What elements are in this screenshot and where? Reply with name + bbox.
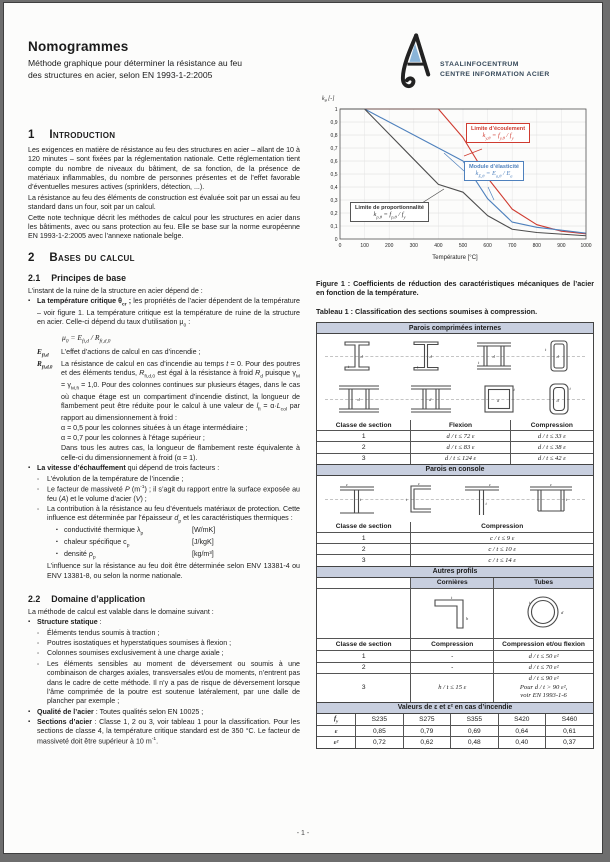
svg-text:0: 0: [338, 243, 342, 249]
intro-paragraph-1: Les exigences en matière de résistance au feu des structures en acier – allant de 10 à 120 minutes – sont fixées par la réglementation nationale. Cette réglementation tient compte du nombre de niveaux du bâtiment, de sa fonction, de la présence de matériaux inflammables, du nombre de personnes présentes et de l’effet favorable d’éventuelles mesures actives (sprinklers, détection, ...).: [28, 146, 300, 192]
property-density-label: densité $\rho_p$: [64, 550, 96, 561]
s21-sub-section-factor-text: Le facteur de massiveté P $(m^{-1})$ ; il s’agit du rapport entre la surface exposée au feu (A) et le volume d’acier (V) ;: [47, 484, 300, 503]
s22-sub-beams-text: Poutres isostatiques et hyperstatiques soumises à flexion ;: [47, 639, 232, 648]
svg-text:500: 500: [458, 243, 468, 249]
subtitle-line-2: des structures en acier, selon EN 1993-1-2:2005: [28, 69, 213, 80]
svg-text:400: 400: [434, 243, 443, 249]
s22-sub-tension-text: Éléments tendus soumis à traction ;: [47, 628, 160, 637]
reduction-factors-plot: [316, 99, 594, 251]
blank-cell: [317, 578, 411, 589]
svg-text:t: t: [544, 347, 547, 353]
svg-text:h: h: [466, 616, 469, 622]
class-cell: 2: [317, 544, 411, 555]
s22-sub-ltb-text: Les éléments sensibles au moment de déversement ou soumis à une combinaison de charges axiales, transversales et/ou de moments, n’entrent pas dans le cadre de cette méthode. Il n’y a pas de risque de déversement lorsque l’âme comprimée de la poutre est soutenue latéralement, par une dalle de plancher par exemple ;: [47, 659, 300, 706]
circle-bullet-icon: ◦: [37, 629, 40, 637]
svg-text:t: t: [485, 500, 487, 506]
s21-bullet-temperature: [28, 297, 300, 330]
other-profiles-table: [317, 578, 593, 702]
col-header-flexion: Flexion: [411, 420, 510, 431]
table-row: [317, 662, 593, 673]
fy-label-cell: $f_y$: [317, 714, 356, 726]
property-conductivity: [56, 526, 300, 538]
s22-sub-columns-text: Colonnes soumises exclusivement à une charge axiale ;: [47, 649, 224, 658]
svg-text:d: d: [492, 354, 496, 360]
logo-text: [440, 60, 550, 80]
tube-section-icon: [521, 590, 567, 634]
svg-text:0,7: 0,7: [330, 145, 338, 152]
steel-grades-row: [317, 714, 593, 726]
circle-bullet-icon: ◦: [37, 485, 40, 493]
definition-rfid0: [37, 360, 300, 424]
svg-text:t: t: [513, 387, 515, 393]
internal-walls-diagrams-row-2: [317, 378, 593, 420]
rounded-rhs-section-icon: [543, 381, 575, 417]
eps-value-cell: 0,69: [451, 726, 498, 737]
other-profiles-subheader-row: [317, 578, 593, 589]
eps-value-cell: 0,79: [403, 726, 450, 737]
tube-limit-cell: d / t ≤ 90 ε² Pour d / t > 90 ε², voir EN 1993-1-6: [494, 673, 593, 701]
table-row: [317, 555, 593, 566]
s22-sub-beams: [37, 639, 300, 648]
table-row: [317, 651, 593, 662]
svg-text:0,8: 0,8: [330, 132, 338, 139]
channel-section-icon: [401, 479, 437, 519]
grade-cell: S420: [498, 714, 545, 726]
eps-label-cell: ε: [317, 726, 356, 737]
bullet-icon: ▪: [28, 297, 31, 304]
tube-limit-cell: d / t ≤ 70 ε²: [494, 662, 593, 673]
intro-paragraph-3: Cette note technique décrit les méthodes de calcul pour les structures en acier dans les bâtiments, avec ou sans protection au feu. Elle se base sur la norme européenne EN 1993-1-2:2005 avec l’annexe nationale belge.: [28, 213, 300, 241]
logo-name-fr: CENTRE INFORMATION ACIER: [440, 71, 550, 78]
logo-name-nl: STAALINFOCENTRUM: [440, 60, 519, 68]
circle-bullet-icon: ◦: [37, 475, 40, 483]
circle-bullet-icon: ◦: [37, 660, 40, 668]
eps2-value-cell: 0,40: [498, 737, 545, 748]
s21-bullet-heating-rate-text: La vitesse d’échauffement qui dépend de trois facteurs :: [37, 464, 220, 473]
page-number: - 1 -: [296, 830, 310, 837]
section-2-title: Bases du calcul: [49, 251, 135, 264]
chart-x-axis-label: Température [°C]: [432, 255, 478, 261]
outstand-walls-header-row: [317, 522, 593, 533]
s21-sub-fire-temperature: [37, 475, 300, 484]
svg-text:0,6: 0,6: [330, 158, 338, 165]
epsilon-row: [317, 726, 593, 737]
compression-limit-cell: c / t ≤ 10 ε: [411, 544, 593, 555]
s22-bullet-steel-grade-text: Qualité de l’acier : Toutes qualités selon EN 10025 ;: [37, 707, 204, 716]
alpha-intermediate: α = 0,5 pour les colonnes situées à un étage intermédiaire ;: [61, 423, 248, 432]
figure-1-caption: Figure 1 : Coefficients de réduction des caractéristiques mécaniques de l’acier en fonction de la température.: [316, 279, 594, 298]
col-header-classe: Classe de section: [317, 420, 411, 431]
compression-limit-cell: d / t ≤ 33 ε: [510, 431, 593, 442]
other-profiles-header: Autres profils: [317, 566, 593, 578]
svg-text:600: 600: [483, 243, 492, 249]
blank-cell: [317, 588, 411, 638]
class-cell: 1: [317, 431, 411, 442]
welded-box-outstand-icon: [526, 479, 576, 519]
class-cell: 1: [317, 533, 411, 544]
compression-limit-cell: d / t ≤ 38 ε: [510, 442, 593, 453]
s21-bullet-heating-rate: [28, 464, 300, 473]
col-header-compression: Compression: [411, 522, 593, 533]
outstand-walls-diagrams: [317, 476, 593, 522]
s22-lead: La méthode de calcul est valable dans le domaine suivant :: [28, 607, 214, 616]
definition-rfid0-text: La résistance de calcul en cas d’incendie au temps t = 0. Pour des poutres et des éléments tendus, $R_{fi,d,0}$ est égal à la résistance à froid $R_d$ puisque $\gamma_M = \gamma_{M,fi} = 1,0$. Pour des colonnes continues sur plusieurs étages, dans le cas où chaque étage est un compartiment d’incendie distinct, la longueur de flambement peut être réduite pour le calcul à une valeur de $l_{fi} = \alpha\cdot L_{col}$ par rapport au dimensionnement à froid :: [61, 359, 301, 423]
svg-text:d: d: [357, 397, 360, 403]
svg-text:t: t: [406, 496, 408, 502]
annotation-modulus-formula: $k_{E,\theta} = E_{a,\theta} / E_a$: [475, 170, 513, 179]
other-profiles-header-row: [317, 638, 593, 650]
annotation-modulus-label: Module d’élasticité: [469, 164, 520, 170]
annotation-elastic-modulus: [464, 161, 524, 181]
s22-sub-tension: [37, 629, 300, 638]
definition-efid-text: L’effet d’actions de calcul en cas d’incendie ;: [61, 347, 201, 356]
annotation-proportional-limit: [350, 202, 429, 222]
definition-rfid0-term: $R_{fi,d,0}$: [37, 359, 53, 371]
s21-sub-fire-temperature-text: L’évolution de la température de l’incendie ;: [47, 474, 184, 483]
svg-text:0,1: 0,1: [330, 223, 338, 230]
class-cell: 2: [317, 662, 411, 673]
svg-text:700: 700: [508, 243, 517, 249]
alpha-top-storey: α = 0,7 pour les colonnes à l’étage supérieur ;: [61, 434, 205, 443]
t-section-icon: [459, 479, 505, 519]
svg-text:1: 1: [334, 106, 338, 113]
class-cell: 1: [317, 651, 411, 662]
property-conductivity-unit: [W/mK]: [192, 526, 216, 535]
svg-text:c: c: [418, 480, 421, 486]
outstand-walls-header: Parois en console: [317, 464, 593, 476]
compression-limit-cell: -: [411, 651, 494, 662]
outstand-walls-table: [317, 522, 593, 566]
annotation-yield-limit: [466, 123, 530, 143]
property-density: [56, 550, 300, 562]
property-specific-heat-label: chaleur spécifique $c_p$: [64, 538, 130, 549]
grade-cell: S235: [356, 714, 403, 726]
section-2-2-number: 2.2: [28, 593, 41, 604]
svg-text:t: t: [451, 595, 453, 601]
square-bullet-icon: ▪: [56, 551, 58, 558]
other-profiles-diagram-row: [317, 588, 593, 638]
compression-limit-cell: -: [411, 662, 494, 673]
i-flange-outstand-icon: [334, 479, 380, 519]
page-subtitle: [28, 58, 328, 81]
class-cell: 2: [317, 442, 411, 453]
tube-diagram-cell: [494, 588, 593, 638]
s21-closing: L’influence sur la résistance au feu doit être déterminée selon ENV 13381-4 ou ENV 13381-8, ou selon la norme nationale.: [47, 562, 300, 580]
section-1-title: Introduction: [49, 129, 116, 141]
compression-limit-cell: d / t ≤ 42 ε: [510, 453, 593, 464]
svg-text:d: d: [556, 354, 559, 360]
svg-text:t: t: [528, 600, 530, 606]
svg-text:t: t: [569, 386, 571, 392]
epsilon-values-table: [317, 714, 593, 748]
epsilon-squared-row: [317, 737, 593, 748]
svg-text:c: c: [488, 481, 491, 487]
svg-text:d: d: [560, 610, 563, 616]
svg-text:t: t: [416, 364, 419, 370]
tube-limit-cell: d / t ≤ 50 ε²: [494, 651, 593, 662]
s21-sub-protection: [37, 505, 300, 526]
svg-text:t: t: [478, 360, 480, 366]
page-title: Nomogrammes: [28, 39, 129, 54]
document-header: [28, 39, 328, 81]
epsilon-values-header: Valeurs de ε et ε² en cas d’incendie: [317, 702, 593, 714]
section-2-1-heading: [28, 273, 300, 283]
svg-text:t: t: [348, 364, 350, 370]
eps2-value-cell: 0,62: [403, 737, 450, 748]
circle-bullet-icon: ◦: [37, 650, 40, 658]
col-header-classe: Classe de section: [317, 522, 411, 533]
s22-bullet-steel-sections-text: Sections d’acier : Classe 1, 2 ou 3, voir tableau 1 pour la classification. Pour les sections de classe 4, la température critique standard est de 350 °C. Le facteur de massiveté doit être supérieur à 10 $m^{-1}$.: [37, 717, 300, 746]
plated-i-section-icon: [335, 381, 383, 417]
svg-text:0,9: 0,9: [330, 119, 338, 126]
svg-text:d: d: [429, 354, 432, 360]
svg-text:0,3: 0,3: [330, 197, 338, 204]
annotation-yield-formula: $k_{y,\theta} = f_{y,\theta} / f_y$: [482, 132, 514, 141]
section-2-1-title: Principes de base: [51, 272, 127, 283]
s22-sub-ltb: [37, 660, 300, 707]
s22-bullet-steel-grade: [28, 708, 300, 717]
svg-text:300: 300: [409, 243, 418, 249]
internal-walls-diagrams-row-1: [317, 334, 593, 378]
svg-text:d: d: [556, 398, 559, 404]
col-header-cornieres: Cornières: [411, 578, 494, 589]
document-page: [3, 2, 603, 854]
compression-limit-cell: c / t ≤ 14 ε: [411, 555, 593, 566]
bullet-icon: ▪: [28, 619, 31, 626]
intro-paragraph-2: La résistance au feu des éléments de construction est évaluée soit par un essai au feu standard dans un four, soit par un calcul.: [28, 193, 300, 212]
s22-bullet-static-structure-text: Structure statique :: [37, 618, 102, 627]
svg-text:0,5: 0,5: [330, 171, 338, 178]
eps2-value-cell: 0,37: [546, 737, 594, 748]
eps-value-cell: 0,85: [356, 726, 403, 737]
table-row: [317, 533, 593, 544]
section-2-2-title: Domaine d’application: [51, 593, 146, 604]
definition-efid-term: $E_{fi,d}$: [37, 347, 49, 359]
s21-sub-protection-text: La contribution à la résistance au feu d’éventuels matériaux de protection. Cette influence est déterminée par l’épaisseur $d_p$ et les caractéristiques thermiques :: [47, 505, 300, 525]
compression-limit-cell: h / t ≤ 15 ε: [411, 673, 494, 701]
eps-value-cell: 0,61: [546, 726, 594, 737]
circle-bullet-icon: ◦: [37, 506, 40, 514]
section-2-1-number: 2.1: [28, 272, 41, 283]
logo-a-icon: [392, 33, 438, 93]
col-header-compression: Compression: [510, 420, 593, 431]
svg-text:c: c: [550, 481, 553, 487]
table-row: [317, 453, 593, 464]
svg-text:t: t: [359, 496, 362, 502]
internal-walls-header: Parois comprimées internes: [317, 323, 593, 334]
annotation-proportional-label: Limite de proportionnalité: [355, 205, 424, 211]
s21-sub-section-factor: [37, 485, 300, 504]
grade-cell: S460: [546, 714, 594, 726]
square-bullet-icon: ▪: [56, 527, 58, 534]
svg-text:t: t: [566, 496, 568, 502]
left-column: [28, 119, 300, 746]
bullet-icon: ▪: [28, 465, 31, 472]
col-header-compression: Compression: [411, 638, 494, 650]
svg-text:c: c: [345, 481, 348, 487]
figure-1-chart: [316, 96, 594, 271]
angle-section-icon: [429, 590, 475, 634]
property-specific-heat: [56, 538, 300, 550]
bullet-icon: ▪: [28, 708, 31, 715]
s22-bullet-static-structure: [28, 618, 300, 627]
staalinfocentrum-logo: [392, 33, 550, 93]
property-density-unit: [kg/m³]: [192, 550, 214, 559]
property-conductivity-label: conductivité thermique $\lambda_p$: [64, 526, 144, 537]
svg-text:800: 800: [532, 243, 541, 249]
svg-text:0,4: 0,4: [330, 184, 338, 191]
section-2-heading: [28, 252, 300, 264]
col-header-classe: Classe de section: [317, 638, 411, 650]
svg-text:1000: 1000: [580, 243, 592, 249]
section-1-number: 1: [28, 129, 35, 141]
svg-text:d: d: [360, 354, 364, 360]
svg-text:100: 100: [360, 243, 369, 249]
table-1-caption: Tableau 1 : Classification des sections soumises à compression.: [316, 306, 538, 316]
svg-text:d: d: [497, 398, 500, 404]
table-row: [317, 442, 593, 453]
col-header-compression-flexion: Compression et/ou flexion: [494, 638, 593, 650]
flexion-limit-cell: d / t ≤ 83 ε: [411, 442, 510, 453]
welded-box-section-icon: [472, 337, 516, 375]
annotation-yield-label: Limite d’écoulement: [471, 126, 526, 132]
internal-walls-table: [317, 420, 593, 464]
s21-bullet-temperature-text: La température critique $\theta_{cr}$ ; les propriétés de l’acier dépendent de la température – voir figure 1. La température critique est la température de ruine de la structure en acier. Celle-ci dépend du taux d’utilisation $\mu_0$ :: [37, 296, 300, 329]
eps2-value-cell: 0,48: [451, 737, 498, 748]
compression-limit-cell: c / t ≤ 9 ε: [411, 533, 593, 544]
annotation-proportional-formula: $k_{p,\theta} = f_{p,\theta} / f_y$: [373, 211, 406, 220]
eps2-value-cell: 0,72: [356, 737, 403, 748]
definition-efid: [37, 348, 300, 360]
table-row: [317, 544, 593, 555]
internal-walls-header-row: [317, 420, 593, 431]
section-2-2-heading: [28, 594, 300, 604]
welded-i-section-icon: [404, 337, 448, 375]
svg-text:0: 0: [334, 236, 338, 243]
table-row: [317, 431, 593, 442]
square-hollow-section-icon: [479, 381, 519, 417]
s21-lead: L’instant de la ruine de la structure en acier dépend de :: [28, 286, 203, 295]
eps-value-cell: 0,64: [498, 726, 545, 737]
svg-text:200: 200: [385, 243, 394, 249]
s22-sub-columns: [37, 649, 300, 658]
utilisation-formula: $\mu_0 = E_{fi,d} / R_{fi,d,0}$: [62, 333, 111, 345]
svg-text:900: 900: [557, 243, 566, 249]
i-section-icon: [335, 337, 379, 375]
flexion-limit-cell: d / t ≤ 72 ε: [411, 431, 510, 442]
col-header-tubes: Tubes: [494, 578, 593, 589]
class-cell: 3: [317, 673, 411, 701]
square-bullet-icon: ▪: [56, 539, 58, 546]
svg-text:d: d: [429, 397, 432, 403]
svg-text:0,2: 0,2: [330, 210, 338, 217]
bullet-icon: ▪: [28, 718, 31, 725]
subtitle-line-1: Méthode graphique pour déterminer la résistance au feu: [28, 58, 243, 68]
section-1-heading: [28, 129, 300, 141]
section-2-number: 2: [28, 251, 35, 264]
table-row: [317, 673, 593, 701]
right-column: [316, 96, 594, 749]
grade-cell: S355: [451, 714, 498, 726]
plated-i-section-2-icon: [407, 381, 455, 417]
table-1: [316, 322, 594, 748]
angle-diagram-cell: [411, 588, 494, 638]
grade-cell: S275: [403, 714, 450, 726]
class-cell: 3: [317, 555, 411, 566]
property-specific-heat-unit: [J/kgK]: [192, 538, 214, 547]
class-cell: 3: [317, 453, 411, 464]
s22-bullet-steel-sections: [28, 718, 300, 746]
alpha-other-cases: Dans tous les autres cas, la longueur de flambement reste équivalente à celle-ci du dimensionnement à froid (α = 1).: [61, 444, 300, 462]
chart-y-axis-label: $k_\theta$ [-]: [322, 96, 335, 104]
hollow-rect-section-icon: [541, 337, 575, 375]
circle-bullet-icon: ◦: [37, 640, 40, 648]
eps2-label-cell: ε²: [317, 737, 356, 748]
flexion-limit-cell: d / t ≤ 124 ε: [411, 453, 510, 464]
